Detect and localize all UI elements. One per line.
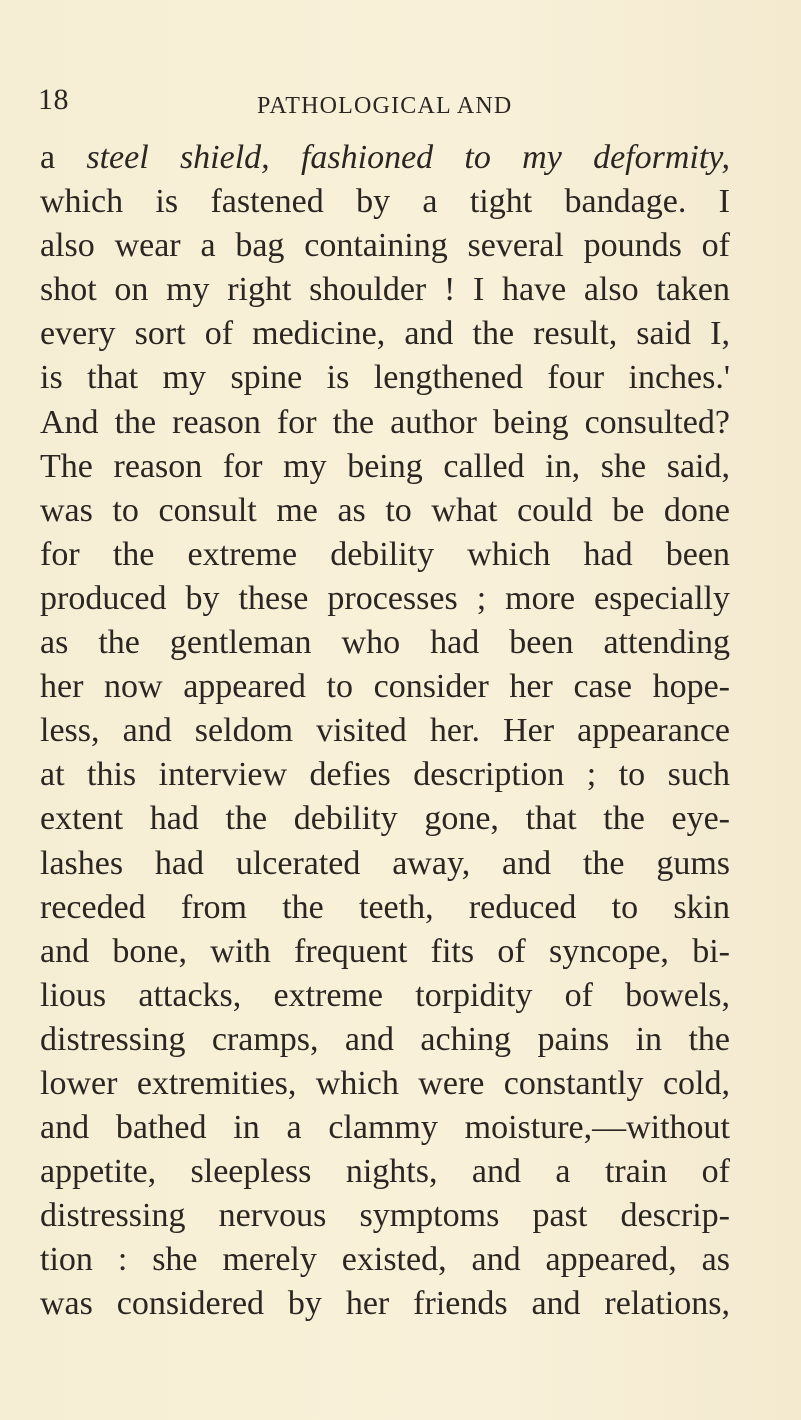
text-line: was considered by her friends and relations, — [40, 1285, 730, 1323]
text-line: distressing cramps, and aching pains in the — [40, 1020, 730, 1058]
text-line: The reason for my being called in, she said, — [40, 447, 730, 485]
text-line: distressing nervous symptoms past descrip- — [40, 1197, 730, 1235]
text-line: was to consult me as to what could be done — [40, 491, 730, 529]
text-line: every sort of medicine, and the result, said I, — [40, 315, 730, 353]
text-line: at this interview defies description ; to such — [40, 756, 730, 794]
text-line: produced by these processes ; more especially — [40, 579, 730, 617]
text-line: as the gentleman who had been attending — [40, 624, 730, 662]
text-line: and bathed in a clammy moisture,—without — [40, 1109, 730, 1147]
text-line: less, and seldom visited her. Her appearance — [40, 712, 730, 750]
text-line: appetite, sleepless nights, and a train of — [40, 1153, 730, 1191]
text-line: her now appeared to consider her case hope- — [40, 668, 730, 706]
text-line: lious attacks, extreme torpidity of bowels, — [40, 976, 730, 1014]
text-line: shot on my right shoulder ! I have also taken — [40, 271, 730, 309]
text-line: lower extremities, which were constantly cold, — [40, 1064, 730, 1102]
text-line: for the extreme debility which had been — [40, 535, 730, 573]
text-line: which is fastened by a tight bandage. I — [40, 183, 730, 221]
text-line: is that my spine is lengthened four inches.' — [40, 359, 730, 397]
text-line: tion : she merely existed, and appeared, as — [40, 1241, 730, 1279]
body-text — [40, 136, 730, 1327]
text-line: and bone, with frequent fits of syncope, bi- — [40, 932, 730, 970]
page-number: 18 — [38, 83, 69, 116]
text-line: receded from the teeth, reduced to skin — [40, 888, 730, 926]
text-line: extent had the debility gone, that the eye- — [40, 800, 730, 838]
text-line — [40, 136, 730, 180]
text-line-lead: a — [40, 139, 87, 176]
italic-quote: steel shield, fashioned to my deformity, — [86, 139, 730, 176]
text-line: lashes had ulcerated away, and the gums — [40, 844, 730, 882]
text-line: And the reason for the author being consulted? — [40, 403, 730, 441]
text-line: also wear a bag containing several pounds of — [40, 227, 730, 265]
running-head: PATHOLOGICAL AND — [257, 93, 513, 119]
